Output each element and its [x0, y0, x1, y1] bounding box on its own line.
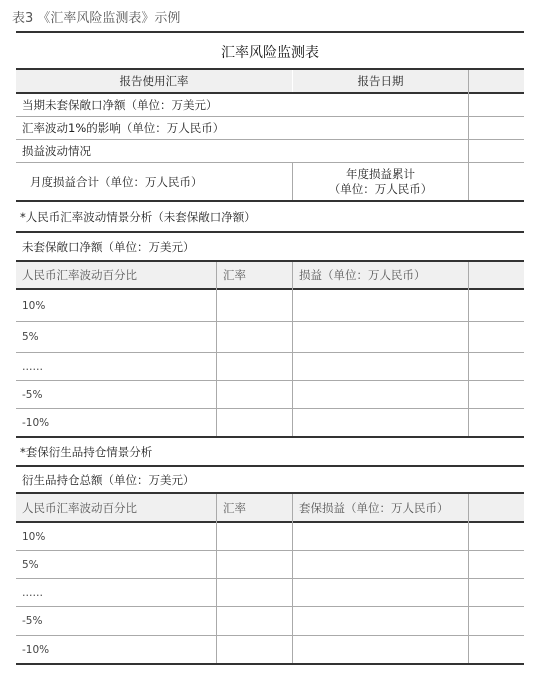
annual-pnl-line1: 年度损益累计: [346, 166, 415, 181]
section2-row-label: 10%: [22, 530, 46, 543]
section2-col-rate: 汇率: [217, 494, 292, 521]
table-caption: 表3 《汇率风险监测表》示例: [12, 11, 181, 26]
section1-col-divider: [216, 262, 217, 436]
section2-col-divider: [292, 494, 293, 663]
row-rule: [16, 550, 524, 551]
section1-bottom-rule: [16, 436, 524, 438]
row-rule: [16, 380, 524, 381]
header-blank-cell: [469, 70, 524, 92]
row-rule: [16, 139, 524, 140]
section1-row-label: 10%: [22, 300, 46, 312]
section1-col-percent: 人民币汇率波动百分比: [16, 262, 216, 288]
section2-row-label: -10%: [22, 643, 50, 656]
report-rate-header: 报告使用汇率: [16, 70, 292, 92]
section2-row-label: ……: [22, 586, 43, 599]
section1-heading: *人民币汇率波动情景分析（未套保敞口净额）: [20, 210, 256, 224]
section2-row-label: 5%: [22, 558, 39, 571]
row-rule: [16, 352, 524, 353]
section2-col-pnl: 套保损益（单位：万人民币）: [293, 494, 468, 521]
top-rule: [16, 31, 524, 33]
monthly-pnl-label: 月度损益合计（单位：万人民币）: [30, 174, 203, 189]
section1-subheading: 未套保敞口净额（单位：万美元）: [22, 240, 195, 254]
section2-row-label: -5%: [22, 615, 43, 627]
fx-impact-label: 汇率波动1%的影响（单位：万人民币）: [22, 121, 225, 135]
summary-bottom-rule: [16, 200, 524, 202]
section2-col-divider: [216, 494, 217, 663]
row-rule: [16, 408, 524, 409]
section2-col-divider: [468, 494, 469, 663]
section1-heading-rule: [16, 231, 524, 233]
section2-subheading: 衍生品持仓总额（单位：万美元）: [22, 473, 195, 487]
section1-col-blank: [469, 262, 524, 288]
unhedged-exposure-label: 当期未套保敞口净额（单位：万美元）: [22, 98, 218, 112]
annual-pnl-line2: （单位：万人民币）: [328, 181, 433, 196]
section1-col-bottom-rule: [16, 288, 524, 290]
report-date-header: 报告日期: [293, 70, 468, 92]
section1-row-label: 5%: [22, 331, 39, 343]
section1-row-label: -5%: [22, 388, 43, 401]
section1-col-rate: 汇率: [217, 262, 292, 288]
section1-row-label: ……: [22, 360, 43, 373]
row-rule: [16, 635, 524, 636]
table-title: 汇率风险监测表: [221, 45, 319, 61]
table-bottom-rule: [16, 663, 524, 665]
section2-col-percent: 人民币汇率波动百分比: [16, 494, 216, 521]
section2-col-bottom-rule: [16, 521, 524, 523]
summary-right-divider: [468, 70, 469, 200]
section2-heading-rule: [16, 465, 524, 467]
section1-row-label: -10%: [22, 416, 50, 429]
section2-col-blank: [469, 494, 524, 521]
row-rule: [16, 606, 524, 607]
row-rule: [16, 578, 524, 579]
section1-col-divider: [292, 262, 293, 436]
annual-pnl-label: [293, 163, 468, 200]
section2-heading: *套保衍生品持仓情景分析: [20, 445, 153, 459]
section1-col-divider: [468, 262, 469, 436]
pnl-fluctuation-label: 损益波动情况: [22, 144, 91, 158]
summary-divider: [292, 163, 293, 200]
section1-col-pnl: 损益（单位：万人民币）: [293, 262, 468, 288]
row-rule: [16, 321, 524, 322]
